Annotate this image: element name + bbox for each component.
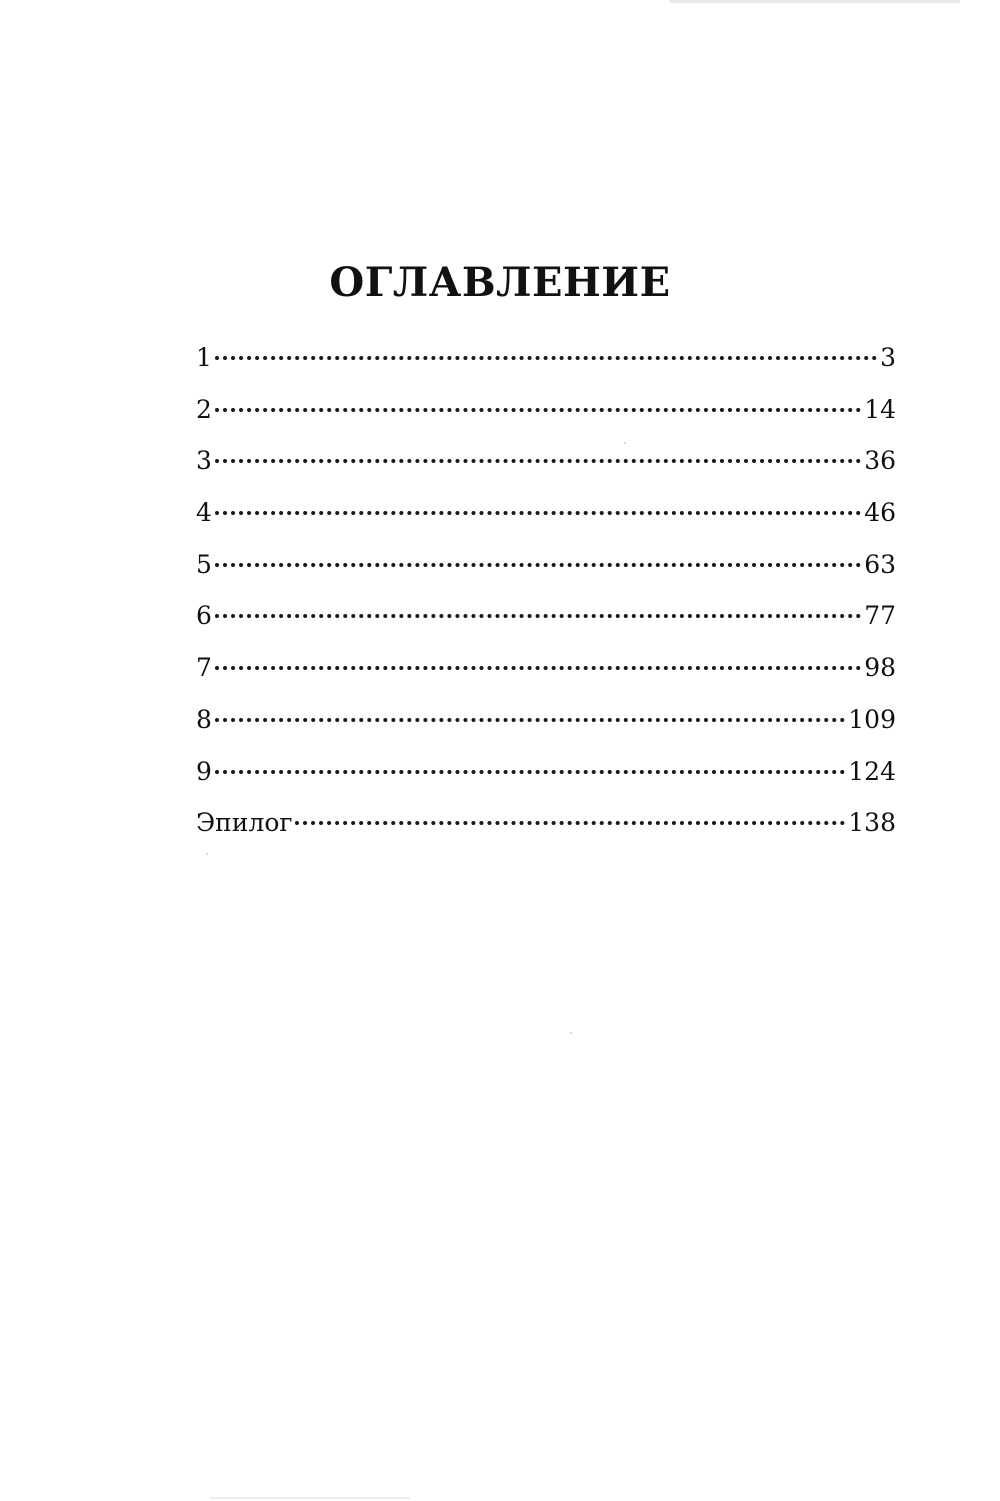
toc-entry-1[interactable] xyxy=(196,338,896,390)
dot-leader xyxy=(295,821,845,825)
toc-entry-label: 8 xyxy=(196,704,212,734)
toc-entry-label: 2 xyxy=(196,394,212,424)
toc-page-number: 109 xyxy=(848,704,896,734)
page-edge-shadow xyxy=(210,1497,410,1499)
toc-page-number: 3 xyxy=(880,343,896,372)
dot-leader xyxy=(215,666,861,670)
dot-leader xyxy=(215,356,877,360)
toc-entry-label: 7 xyxy=(196,653,212,683)
toc-entry-epilogue[interactable] xyxy=(196,803,896,855)
toc-page-number: 46 xyxy=(864,498,896,528)
toc-entry-label: 4 xyxy=(196,498,212,528)
toc-entry-label: 5 xyxy=(196,549,212,579)
dot-leader xyxy=(215,563,861,567)
toc-entry-label: 6 xyxy=(196,601,212,631)
toc-entry-7[interactable] xyxy=(196,648,896,700)
table-of-contents xyxy=(196,338,896,855)
toc-page-number: 63 xyxy=(864,549,896,579)
page-edge-shadow xyxy=(670,0,960,3)
dot-leader xyxy=(215,718,845,722)
page-title: ОГЛАВЛЕНИЕ xyxy=(329,258,671,306)
toc-entry-label: 3 xyxy=(196,446,212,476)
dot-leader xyxy=(215,408,861,412)
dot-leader xyxy=(215,459,861,463)
toc-entry-label: 1 xyxy=(196,343,212,372)
dot-leader xyxy=(215,614,861,618)
toc-entry-label: 9 xyxy=(196,756,212,786)
toc-page-number: 36 xyxy=(864,446,896,476)
toc-entry-6[interactable] xyxy=(196,596,896,648)
toc-entry-3[interactable] xyxy=(196,441,896,493)
toc-page-number: 98 xyxy=(864,653,896,683)
toc-entry-5[interactable] xyxy=(196,545,896,597)
toc-page-number: 138 xyxy=(848,808,896,838)
dot-leader xyxy=(215,511,861,515)
toc-entry-4[interactable] xyxy=(196,493,896,545)
toc-entry-8[interactable] xyxy=(196,700,896,752)
paper-speck xyxy=(570,1032,572,1034)
toc-page-number: 124 xyxy=(848,756,896,786)
toc-page-number: 14 xyxy=(864,394,896,424)
toc-entry-label: Эпилог xyxy=(196,808,293,838)
toc-page-number: 77 xyxy=(864,601,896,631)
dot-leader xyxy=(215,770,845,774)
toc-entry-2[interactable] xyxy=(196,390,896,442)
toc-entry-9[interactable] xyxy=(196,752,896,804)
